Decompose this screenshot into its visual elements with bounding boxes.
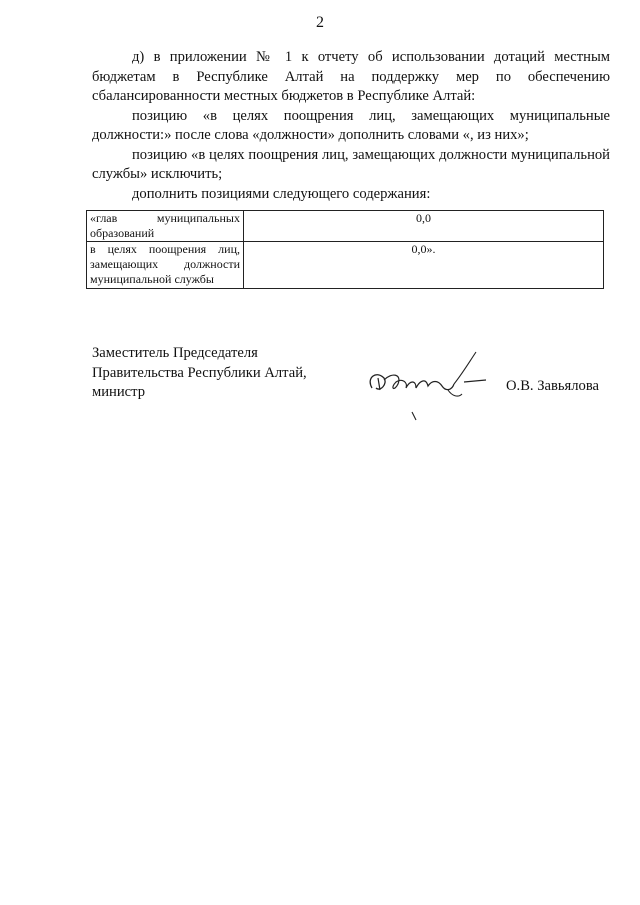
page-number: 2	[316, 14, 324, 31]
paragraph-position-remove: позицию «в целях поощрения лиц, замещающих должности муниципальной службы» исключить;	[92, 146, 610, 182]
paragraph-amendment-intro: д) в приложении № 1 к отчету об использовании дотаций местным бюджетам в Республике Алтай на поддержку мер по обеспечению сбалансированности местных бюджетов в Республике Алтай:	[92, 49, 610, 104]
table-row	[87, 211, 604, 242]
signer-position-line: Заместитель Председателя	[92, 345, 258, 361]
table-row	[87, 242, 604, 289]
table-cell-value: 0,0».	[244, 242, 604, 289]
document-body	[92, 48, 610, 204]
table-cell-name: в целях поощрения лиц, замещающих должности муниципальной службы	[87, 242, 244, 289]
positions-table	[86, 210, 604, 289]
handwritten-signature	[362, 348, 492, 428]
table-cell-name: «глав муниципальных образований	[87, 211, 244, 242]
table-cell-value: 0,0	[244, 211, 604, 242]
signer-name: О.В. Завьялова	[506, 378, 600, 394]
paragraph-add-positions: дополнить позициями следующего содержания:	[132, 185, 431, 202]
signer-position-line: министр	[92, 384, 145, 400]
signer-position-line: Правительства Республики Алтай,	[92, 364, 307, 381]
paragraph-position-add-words: позицию «в целях поощрения лиц, замещающих муниципальные должности:» после слова «должности» дополнить словами «, из них»;	[92, 107, 610, 143]
signer-position	[92, 344, 352, 403]
